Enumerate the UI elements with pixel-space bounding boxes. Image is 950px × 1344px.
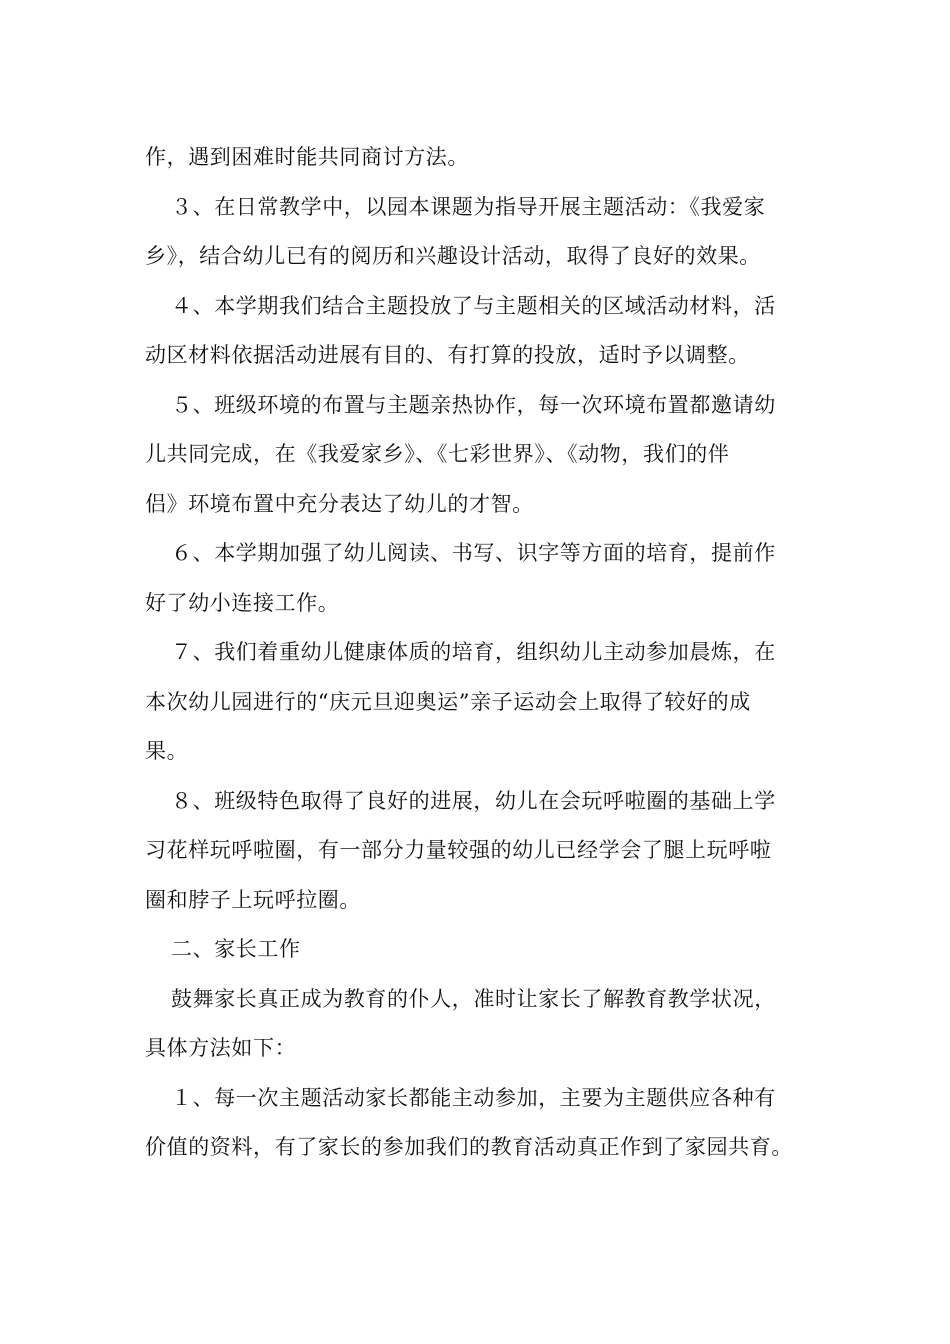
paragraph-item-6: [145, 529, 830, 628]
section-heading-parent-work: [145, 925, 830, 975]
text-line: 果。: [145, 739, 189, 763]
text-line: ５、班级环境的布置与主题亲热协作，每一次环境布置都邀请幼: [171, 392, 776, 417]
text-line: ６、本学期加强了幼儿阅读、书写、识字等方面的培育，提前作: [171, 541, 776, 565]
text-line: 二、家长工作: [171, 937, 301, 961]
paragraph-item-4: [145, 282, 830, 381]
text-line: 儿共同完成，在《我爱家乡》、《七彩世界》、《动物，我们的伴: [145, 442, 730, 466]
text-line: ３、在日常教学中，以园本课题为指导开展主题活动：《我爱家: [171, 194, 766, 219]
text-line: 好了幼小连接工作。: [145, 590, 340, 615]
text-line: 作，遇到困难时能共同商讨方法。: [145, 145, 469, 169]
paragraph-item-3: [145, 183, 830, 282]
text-line: 习花样玩呼啦圈，有一部分力量较强的幼儿已经学会了腿上玩呼啦: [145, 838, 772, 862]
paragraph-parent-intro: [145, 975, 830, 1074]
paragraph-item-8: [145, 777, 830, 926]
text-line: 侣》环境布置中充分表达了幼儿的才智。: [145, 491, 534, 516]
paragraph-parent-item-1: [145, 1074, 830, 1173]
text-line: ４、本学期我们结合主题投放了与主题相关的区域活动材料，活: [171, 293, 776, 318]
paragraph-item-7: [145, 628, 830, 777]
paragraph-item-5: [145, 381, 830, 530]
text-line: ８、班级特色取得了良好的进展，幼儿在会玩呼啦圈的基础上学: [171, 788, 776, 813]
text-line: 乡》，结合幼儿已有的阅历和兴趣设计活动，取得了良好的效果。: [145, 244, 761, 268]
text-line: 圈和脖子上玩呼拉圈。: [145, 887, 361, 912]
text-line: １、每一次主题活动家长都能主动参加，主要为主题供应各种有: [171, 1085, 776, 1110]
text-line: 具体方法如下：: [145, 1036, 297, 1060]
text-line: 鼓舞家长真正成为教育的仆人，准时让家长了解教育教学状况，: [171, 986, 776, 1011]
text-line: 价值的资料，有了家长的参加我们的教育活动真正作到了家园共育。: [145, 1135, 793, 1159]
document-body: [145, 133, 830, 1173]
text-line: 本次幼儿园进行的“庆元旦迎奥运”亲子运动会上取得了较好的成: [145, 689, 751, 714]
paragraph-continuation: [145, 133, 830, 183]
text-line: 动区材料依据活动进展有目的、有打算的投放，适时予以调整。: [145, 343, 750, 367]
text-line: ７、我们着重幼儿健康体质的培育，组织幼儿主动参加晨炼，在: [171, 640, 776, 664]
